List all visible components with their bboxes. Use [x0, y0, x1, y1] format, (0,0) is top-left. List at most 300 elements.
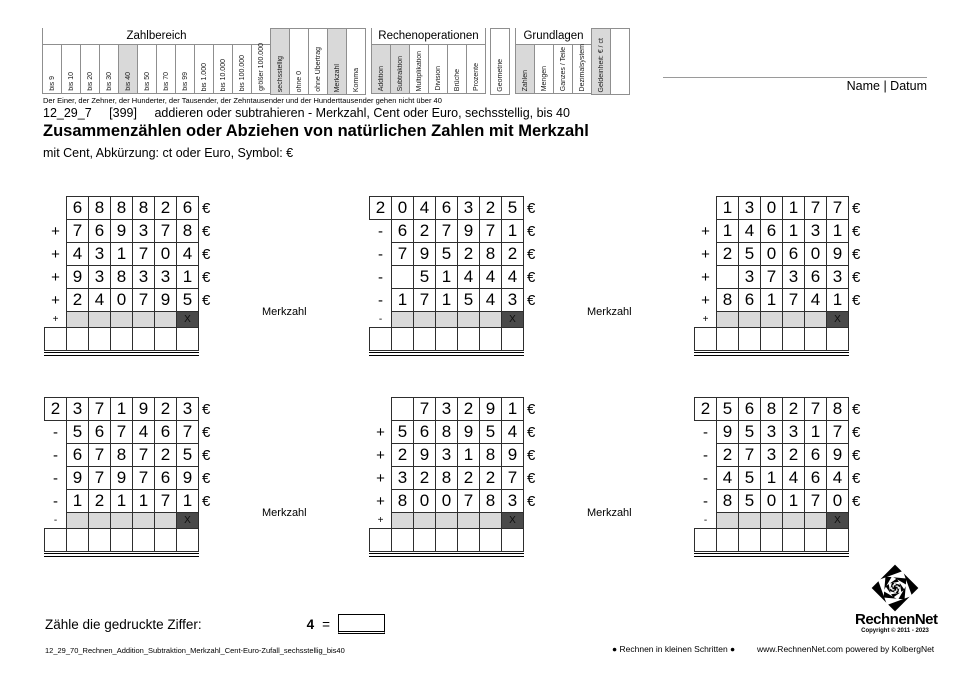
result-underline: [369, 553, 524, 557]
digit-cell: [391, 397, 414, 421]
digit-cell: 3: [132, 219, 155, 243]
digit-cell: 8: [435, 466, 458, 490]
digit-cell: 0: [826, 489, 849, 513]
number-row: [694, 219, 860, 243]
criteria-column-label: Multiplikation: [415, 50, 423, 91]
criteria-group: [42, 28, 271, 94]
digit-cell: 7: [804, 489, 827, 513]
digit-cell: 6: [804, 466, 827, 490]
currency-symbol: €: [527, 199, 536, 217]
digit-cell: 8: [760, 397, 783, 421]
digit-cell: 5: [501, 196, 524, 220]
pinwheel-logo-icon: [868, 563, 922, 613]
digit-cell: 4: [457, 265, 480, 289]
digit-cell: 8: [716, 288, 739, 312]
criteria-column: [572, 44, 592, 94]
currency-symbol: €: [852, 291, 861, 309]
operator-sign: -: [703, 515, 708, 526]
criteria-group-title: Grundlagen: [515, 28, 592, 44]
digit-cell: 5: [738, 489, 761, 513]
criteria-column-label: Komma: [352, 67, 360, 92]
answer-cell: [176, 327, 199, 351]
answer-cell: [88, 528, 111, 552]
criteria-column: [289, 28, 309, 95]
lead-digit-cell: 2: [44, 397, 67, 421]
criteria-column: [490, 28, 510, 95]
digit-cell: 5: [457, 288, 480, 312]
digit-cell: 7: [132, 288, 155, 312]
number-row: [369, 265, 535, 289]
criteria-column-label: Dezimalsystem: [578, 43, 586, 91]
merkzahl-cell: [110, 512, 133, 529]
digit-cell: 5: [391, 420, 414, 444]
digit-cell: 9: [457, 219, 480, 243]
number-row: [44, 219, 210, 243]
merkzahl-row: [369, 311, 535, 328]
count-digit-task: [45, 614, 385, 634]
merkzahl-cell: [479, 311, 502, 328]
digit-cell: 2: [716, 242, 739, 266]
criteria-column-label: Division: [434, 66, 442, 91]
digit-cell: 3: [501, 288, 524, 312]
criteria-column-label: bis 100.000: [238, 54, 246, 91]
criteria-column: [346, 28, 366, 95]
digit-cell: 3: [66, 397, 89, 421]
digit-cell: 5: [435, 242, 458, 266]
merkzahl-row: [694, 311, 860, 328]
digit-cell: 7: [132, 443, 155, 467]
currency-symbol: €: [852, 469, 861, 487]
logo-copyright: Copyright © 2011 - 2023: [861, 628, 929, 634]
digit-cell: 7: [457, 489, 480, 513]
merkzahl-x-cell: X: [826, 311, 849, 328]
answer-cell: [782, 528, 805, 552]
merkzahl-cell: [413, 512, 436, 529]
answer-cell: [44, 528, 67, 552]
digit-cell: 4: [88, 288, 111, 312]
digit-cell: 6: [738, 397, 761, 421]
currency-symbol: €: [202, 245, 211, 263]
criteria-group-columns: [42, 44, 271, 94]
merkzahl-cell: [132, 311, 155, 328]
currency-symbol: €: [202, 222, 211, 240]
digit-cell: 4: [176, 242, 199, 266]
digit-cell: 7: [110, 420, 133, 444]
digit-cell: 6: [154, 466, 177, 490]
digit-cell: 6: [391, 219, 414, 243]
digit-cell: 3: [760, 420, 783, 444]
digit-cell: 2: [154, 443, 177, 467]
digit-cell: 4: [479, 265, 502, 289]
operator-sign: -: [378, 268, 383, 286]
criteria-column-label: bis 40: [124, 72, 132, 91]
merkzahl-label: Merkzahl: [262, 306, 307, 318]
operator-sign: +: [376, 446, 385, 464]
digit-cell: 1: [782, 219, 805, 243]
number-row: [44, 443, 210, 467]
digit-cell: 0: [760, 489, 783, 513]
merkzahl-cell: [457, 512, 480, 529]
digit-cell: 8: [110, 443, 133, 467]
digit-cell: 2: [391, 443, 414, 467]
criteria-group-columns: [515, 44, 592, 94]
digit-cell: 3: [760, 443, 783, 467]
answer-cell: [760, 528, 783, 552]
merkzahl-label: Merkzahl: [587, 507, 632, 519]
criteria-column-label: ohne 0: [295, 70, 303, 92]
merkzahl-x-cell: X: [176, 512, 199, 529]
digit-cell: 3: [804, 219, 827, 243]
digit-cell: 1: [132, 489, 155, 513]
digit-cell: 4: [479, 288, 502, 312]
number-row: [369, 288, 535, 312]
criteria-column: [251, 44, 271, 94]
merkzahl-cell: [154, 311, 177, 328]
answer-cell: [760, 327, 783, 351]
criteria-column-label: Brüche: [453, 68, 461, 91]
digit-cell: 7: [501, 466, 524, 490]
digit-cell: 3: [457, 196, 480, 220]
digit-cell: 3: [391, 466, 414, 490]
digit-cell: 9: [176, 466, 199, 490]
currency-symbol: €: [852, 423, 861, 441]
currency-symbol: €: [527, 245, 536, 263]
criteria-column: [270, 28, 290, 95]
currency-symbol: €: [202, 492, 211, 510]
digit-cell: 8: [479, 443, 502, 467]
digit-cell: 7: [154, 489, 177, 513]
footer-site: www.RechnenNet.com powered by KolbergNet: [757, 644, 935, 654]
digit-cell: 4: [501, 420, 524, 444]
answer-cell: [716, 528, 739, 552]
answer-cell: [694, 528, 717, 552]
digit-cell: 1: [435, 265, 458, 289]
lead-spacer: [369, 397, 392, 421]
digit-cell: [716, 265, 739, 289]
logo-wordmark: RechnenNet: [855, 611, 938, 628]
digit-cell: 4: [501, 265, 524, 289]
digit-cell: 0: [413, 489, 436, 513]
digit-cell: 3: [738, 196, 761, 220]
number-row: [694, 466, 860, 490]
merkzahl-x-cell: X: [501, 311, 524, 328]
digit-cell: 3: [132, 265, 155, 289]
merkzahl-x-cell: X: [501, 512, 524, 529]
digit-cell: 3: [782, 420, 805, 444]
criteria-column-label: bis 30: [105, 72, 113, 91]
merkzahl-cell: [738, 311, 761, 328]
operator-sign: +: [52, 314, 59, 325]
answer-cell: [110, 327, 133, 351]
answer-cell: [501, 528, 524, 552]
answer-cell: [479, 528, 502, 552]
worksheet-code-line: [43, 106, 570, 120]
answer-row: [694, 528, 860, 552]
page-title: Zusammenzählen oder Abziehen von natürlichen Zahlen mit Merkzahl: [43, 122, 589, 140]
digit-cell: 3: [88, 265, 111, 289]
digit-cell: 1: [826, 288, 849, 312]
answer-cell: [738, 528, 761, 552]
digit-cell: 6: [760, 219, 783, 243]
merkzahl-cell: [413, 311, 436, 328]
digit-cell: 9: [716, 420, 739, 444]
digit-cell: 7: [804, 196, 827, 220]
criteria-column-label: Merkzahl: [333, 63, 341, 92]
answer-cell: [826, 528, 849, 552]
name-date-label: Name | Datum: [846, 79, 927, 93]
number-row: [694, 242, 860, 266]
number-row: [369, 196, 535, 220]
merkzahl-cell: [66, 512, 89, 529]
merkzahl-x-cell: X: [826, 512, 849, 529]
operator-sign: +: [377, 515, 384, 526]
digit-cell: 6: [782, 242, 805, 266]
criteria-column: [327, 28, 347, 95]
answer-cell: [413, 327, 436, 351]
operator-sign: +: [51, 268, 60, 286]
currency-symbol: €: [852, 245, 861, 263]
criteria-column: [428, 44, 448, 94]
digit-cell: 1: [782, 489, 805, 513]
problem-grid: [369, 196, 535, 356]
answer-cell: [804, 528, 827, 552]
worksheet-ref: [399]: [109, 106, 137, 120]
merkzahl-label: Merkzahl: [587, 306, 632, 318]
operator-sign: -: [53, 492, 58, 510]
currency-symbol: €: [852, 400, 861, 418]
number-row: [44, 420, 210, 444]
answer-cell: [176, 528, 199, 552]
criteria-column: [232, 44, 252, 94]
criteria-column: [156, 44, 176, 94]
criteria-group-title: Zahlbereich: [42, 28, 271, 44]
number-row: [44, 265, 210, 289]
number-row: [694, 196, 860, 220]
criteria-column-label: Ganzes / Teile: [559, 46, 567, 91]
merkzahl-cell: [716, 311, 739, 328]
criteria-column-label: sechsstellig: [276, 55, 284, 92]
lead-digit-cell: 2: [369, 196, 392, 220]
digit-cell: 0: [154, 242, 177, 266]
digit-cell: 7: [435, 219, 458, 243]
digit-cell: 7: [132, 466, 155, 490]
digit-cell: 2: [457, 242, 480, 266]
criteria-group: [371, 28, 486, 94]
criteria-column: [447, 44, 467, 94]
digit-cell: 1: [435, 288, 458, 312]
number-row: [44, 466, 210, 490]
equals-sign: =: [322, 616, 330, 632]
answer-row: [369, 327, 535, 351]
digit-cell: 8: [110, 196, 133, 220]
digit-cell: 8: [479, 242, 502, 266]
merkzahl-row: [44, 311, 210, 328]
digit-cell: 2: [457, 397, 480, 421]
number-row: [694, 265, 860, 289]
merkzahl-cell: [391, 311, 414, 328]
currency-symbol: €: [202, 291, 211, 309]
digit-cell: 0: [391, 196, 414, 220]
currency-symbol: €: [202, 469, 211, 487]
footer-motto: ● Rechnen in kleinen Schritten ●: [612, 644, 736, 654]
digit-cell: 6: [413, 420, 436, 444]
merkzahl-x-cell: X: [176, 311, 199, 328]
answer-cell: [391, 327, 414, 351]
digit-cell: 8: [176, 219, 199, 243]
merkzahl-cell: [760, 311, 783, 328]
digit-cell: 7: [782, 288, 805, 312]
problem-grid: [44, 397, 210, 557]
merkzahl-cell: [154, 512, 177, 529]
currency-symbol: €: [527, 291, 536, 309]
number-row: [369, 489, 535, 513]
digit-cell: 1: [760, 288, 783, 312]
digit-cell: 7: [804, 397, 827, 421]
number-row: [369, 443, 535, 467]
digit-cell: 9: [826, 242, 849, 266]
operator-sign: +: [701, 268, 710, 286]
problem-grid: [694, 397, 860, 557]
digit-cell: 1: [804, 420, 827, 444]
digit-cell: 7: [66, 219, 89, 243]
digit-cell: 3: [88, 242, 111, 266]
criteria-column-label: bis 99: [181, 72, 189, 91]
answer-cell: [66, 528, 89, 552]
number-row: [44, 397, 210, 421]
merkzahl-cell: [804, 311, 827, 328]
criteria-column: [308, 28, 328, 95]
answer-cell: [782, 327, 805, 351]
criteria-column-label: Geometrie: [496, 59, 504, 92]
digit-cell: 7: [132, 242, 155, 266]
criteria-column-label: bis 70: [162, 72, 170, 91]
digit-cell: 7: [479, 219, 502, 243]
answer-cell: [110, 528, 133, 552]
answer-cell: [413, 528, 436, 552]
problem-grid: [694, 196, 860, 356]
criteria-column-label: Addition: [377, 65, 385, 91]
digit-cell: 8: [110, 265, 133, 289]
criteria-column-label: bis 9: [48, 76, 56, 91]
criteria-group-title: Rechenoperationen: [371, 28, 486, 44]
problem-grid: [44, 196, 210, 356]
result-underline: [44, 352, 199, 356]
answer-cell: [501, 327, 524, 351]
criteria-column: [534, 44, 554, 94]
digit-cell: 3: [435, 443, 458, 467]
digit-cell: 1: [110, 242, 133, 266]
number-row: [694, 420, 860, 444]
digit-cell: 6: [154, 420, 177, 444]
criteria-column: [80, 44, 100, 94]
digit-cell: 7: [738, 443, 761, 467]
number-row: [369, 420, 535, 444]
merkzahl-row: [694, 512, 860, 529]
count-digit-value: 4: [306, 616, 315, 632]
criteria-column-label: Mengen: [540, 65, 548, 91]
merkzahl-cell: [760, 512, 783, 529]
criteria-column-label: bis 10: [67, 72, 75, 91]
header-table: [42, 28, 630, 95]
operator-sign: -: [53, 446, 58, 464]
answer-cell: [369, 327, 392, 351]
operator-sign: -: [703, 492, 708, 510]
operator-sign: -: [53, 469, 58, 487]
operator-sign: +: [51, 222, 60, 240]
digit-cell: 8: [88, 196, 111, 220]
digit-cell: 2: [154, 196, 177, 220]
digit-cell: 9: [501, 443, 524, 467]
criteria-column: [371, 44, 391, 94]
digit-cell: 1: [760, 466, 783, 490]
answer-cell: [435, 528, 458, 552]
digit-cell: 5: [66, 420, 89, 444]
operator-sign: -: [53, 515, 58, 526]
criteria-column: [213, 44, 233, 94]
digit-cell: 9: [413, 443, 436, 467]
currency-symbol: €: [527, 222, 536, 240]
digit-cell: 1: [176, 265, 199, 289]
footer-filename: 12_29_70_Rechnen_Addition_Subtraktion_Merkzahl_Cent-Euro-Zufall_sechsstellig_bis40: [45, 646, 345, 655]
operator-sign: +: [376, 423, 385, 441]
operator-sign: +: [701, 222, 710, 240]
operator-sign: +: [51, 291, 60, 309]
digit-cell: 6: [66, 196, 89, 220]
merkzahl-cell: [88, 512, 111, 529]
criteria-column-label: bis 20: [86, 72, 94, 91]
merkzahl-cell: [88, 311, 111, 328]
answer-cell: [826, 327, 849, 351]
digit-cell: 7: [88, 397, 111, 421]
currency-symbol: €: [852, 492, 861, 510]
criteria-group: [515, 28, 592, 94]
digit-cell: 4: [804, 288, 827, 312]
criteria-column: [466, 44, 486, 94]
criteria-column: [610, 28, 630, 95]
digit-cell: 0: [435, 489, 458, 513]
criteria-group-columns: [371, 44, 486, 94]
merkzahl-cell: [716, 512, 739, 529]
answer-cell: [435, 327, 458, 351]
digit-cell: 2: [154, 397, 177, 421]
criteria-column: [591, 28, 611, 95]
digit-cell: 2: [782, 443, 805, 467]
digit-cell: 4: [782, 466, 805, 490]
digit-cell: 2: [782, 397, 805, 421]
criteria-column: [118, 44, 138, 94]
digit-cell: 7: [176, 420, 199, 444]
operator-sign: +: [701, 291, 710, 309]
result-underline: [694, 352, 849, 356]
digit-cell: 1: [716, 219, 739, 243]
criteria-column-label: bis 1.000: [200, 62, 208, 91]
digit-cell: 8: [132, 196, 155, 220]
digit-cell: 6: [804, 265, 827, 289]
problem-grid: [369, 397, 535, 557]
digit-cell: 9: [132, 397, 155, 421]
number-row: [44, 489, 210, 513]
digit-cell: 7: [826, 420, 849, 444]
merkzahl-cell: [435, 512, 458, 529]
digit-cell: 3: [826, 265, 849, 289]
answer-cell: [88, 327, 111, 351]
digit-cell: 6: [176, 196, 199, 220]
digit-cell: 2: [66, 288, 89, 312]
digit-cell: 0: [110, 288, 133, 312]
rechnennet-logo: [855, 563, 938, 634]
digit-cell: 7: [88, 466, 111, 490]
operator-sign: -: [378, 222, 383, 240]
